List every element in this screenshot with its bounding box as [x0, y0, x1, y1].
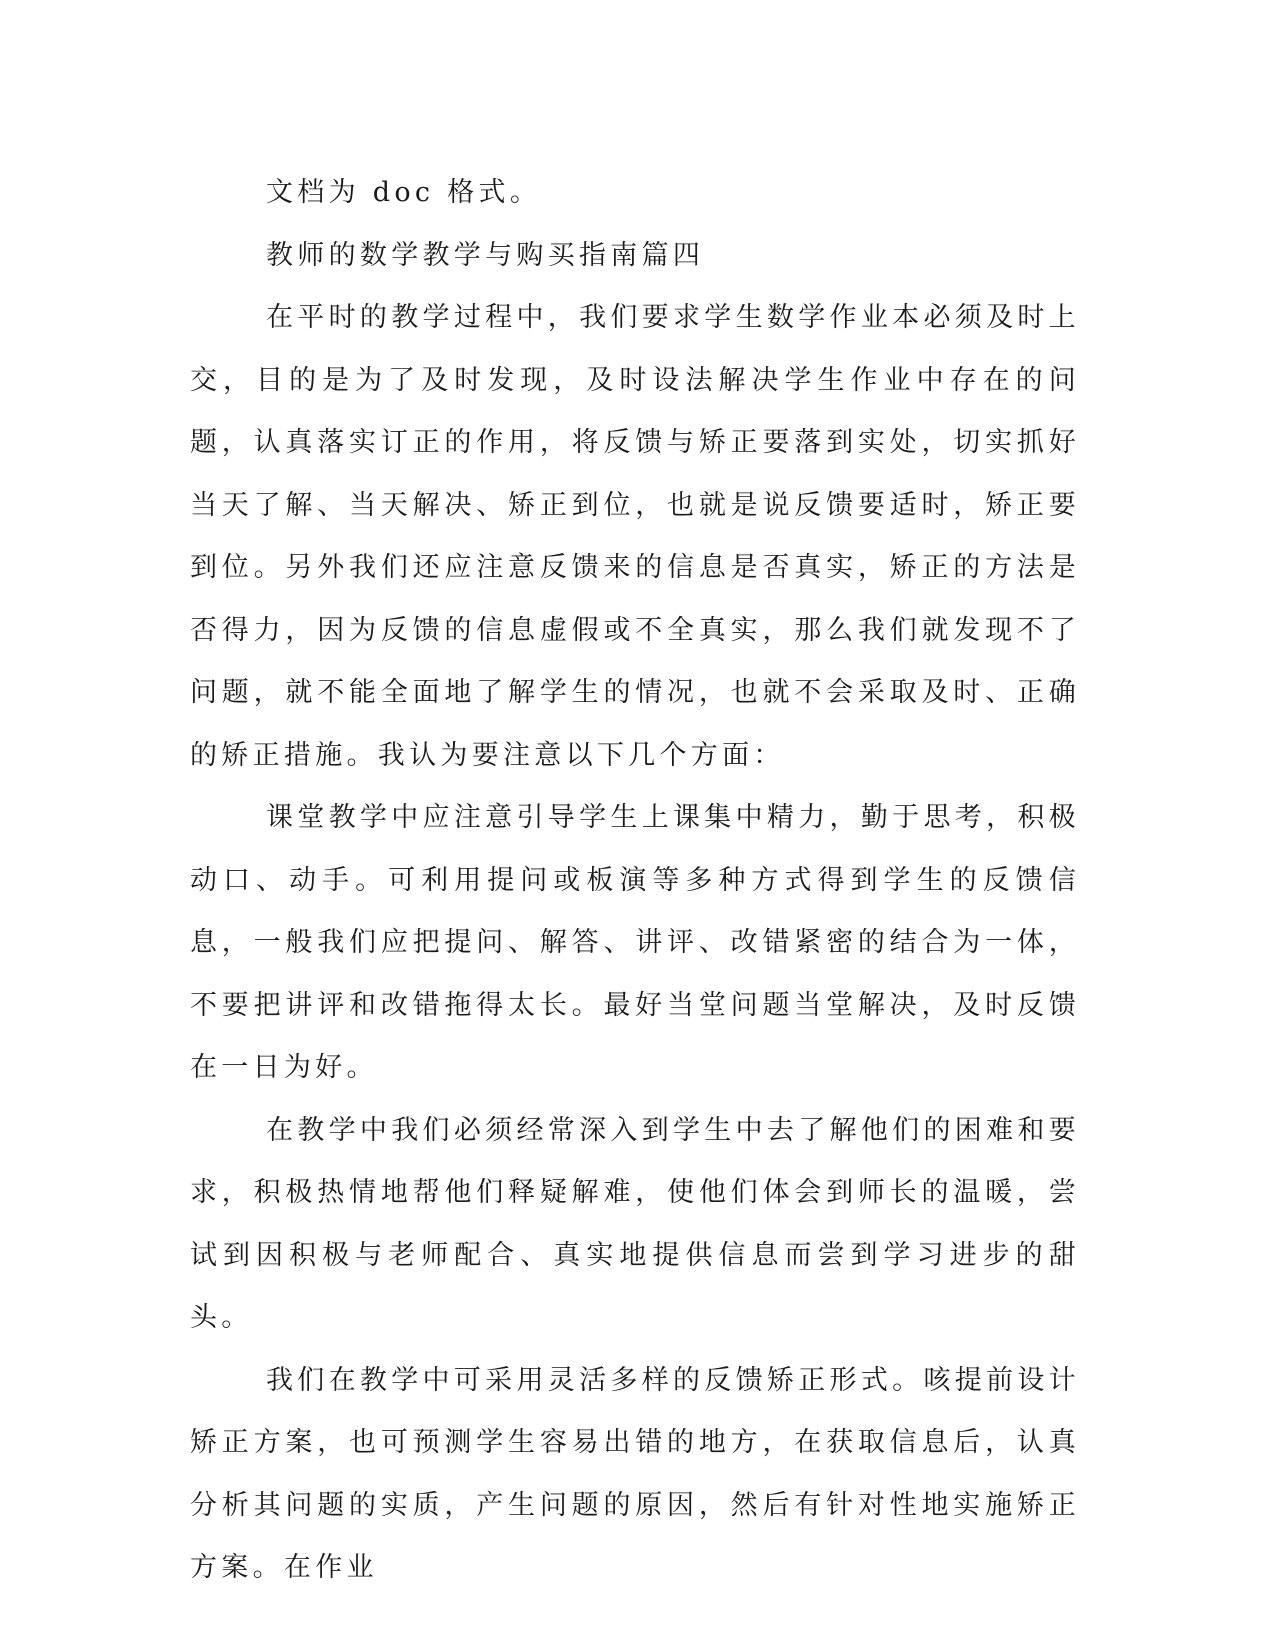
section-heading: 教师的数学教学与购买指南篇四 [266, 239, 705, 271]
body-paragraph: 我们在教学中可采用灵活多样的反馈矫正形式。咳提前设计矫正方案，也可预测学生容易出错的地方，在获取信息后，认真分析其问题的实质，产生问题的原因，然后有针对性地实施矫正方案。在作业 [190, 1364, 1080, 1583]
format-note: 文档为 doc 格式。 [266, 177, 542, 208]
body-paragraph: 课堂教学中应注意引导学生上课集中精力，勤于思考，积极动口、动手。可利用提问或板演等多种方式得到学生的反馈信息，一般我们应把提问、解答、讲评、改错紧密的结合为一体，不要把讲评和改错拖得太长。最好当堂问题当堂解决，及时反馈在一日为好。 [190, 802, 1080, 1083]
body-paragraph: 在平时的教学过程中，我们要求学生数学作业本必须及时上交，目的是为了及时发现，及时设法解决学生作业中存在的问题，认真落实订正的作用，将反馈与矫正要落到实处，切实抓好当天了解、当天解决、矫正到位，也就是说反馈要适时，矫正要到位。另外我们还应注意反馈来的信息是否真实，矫正的方法是否得力，因为反馈的信息虚假或不全真实，那么我们就发现不了问题，就不能全面地了解学生的情况，也就不会采取及时、正确的矫正措施。我认为要注意以下几个方面： [190, 302, 1080, 771]
document-body [190, 162, 1080, 1600]
body-paragraph: 在教学中我们必须经常深入到学生中去了解他们的困难和要求，积极热情地帮他们释疑解难，使他们体会到师长的温暖，尝试到因积极与老师配合、真实地提供信息而尝到学习进步的甜头。 [190, 1114, 1080, 1333]
